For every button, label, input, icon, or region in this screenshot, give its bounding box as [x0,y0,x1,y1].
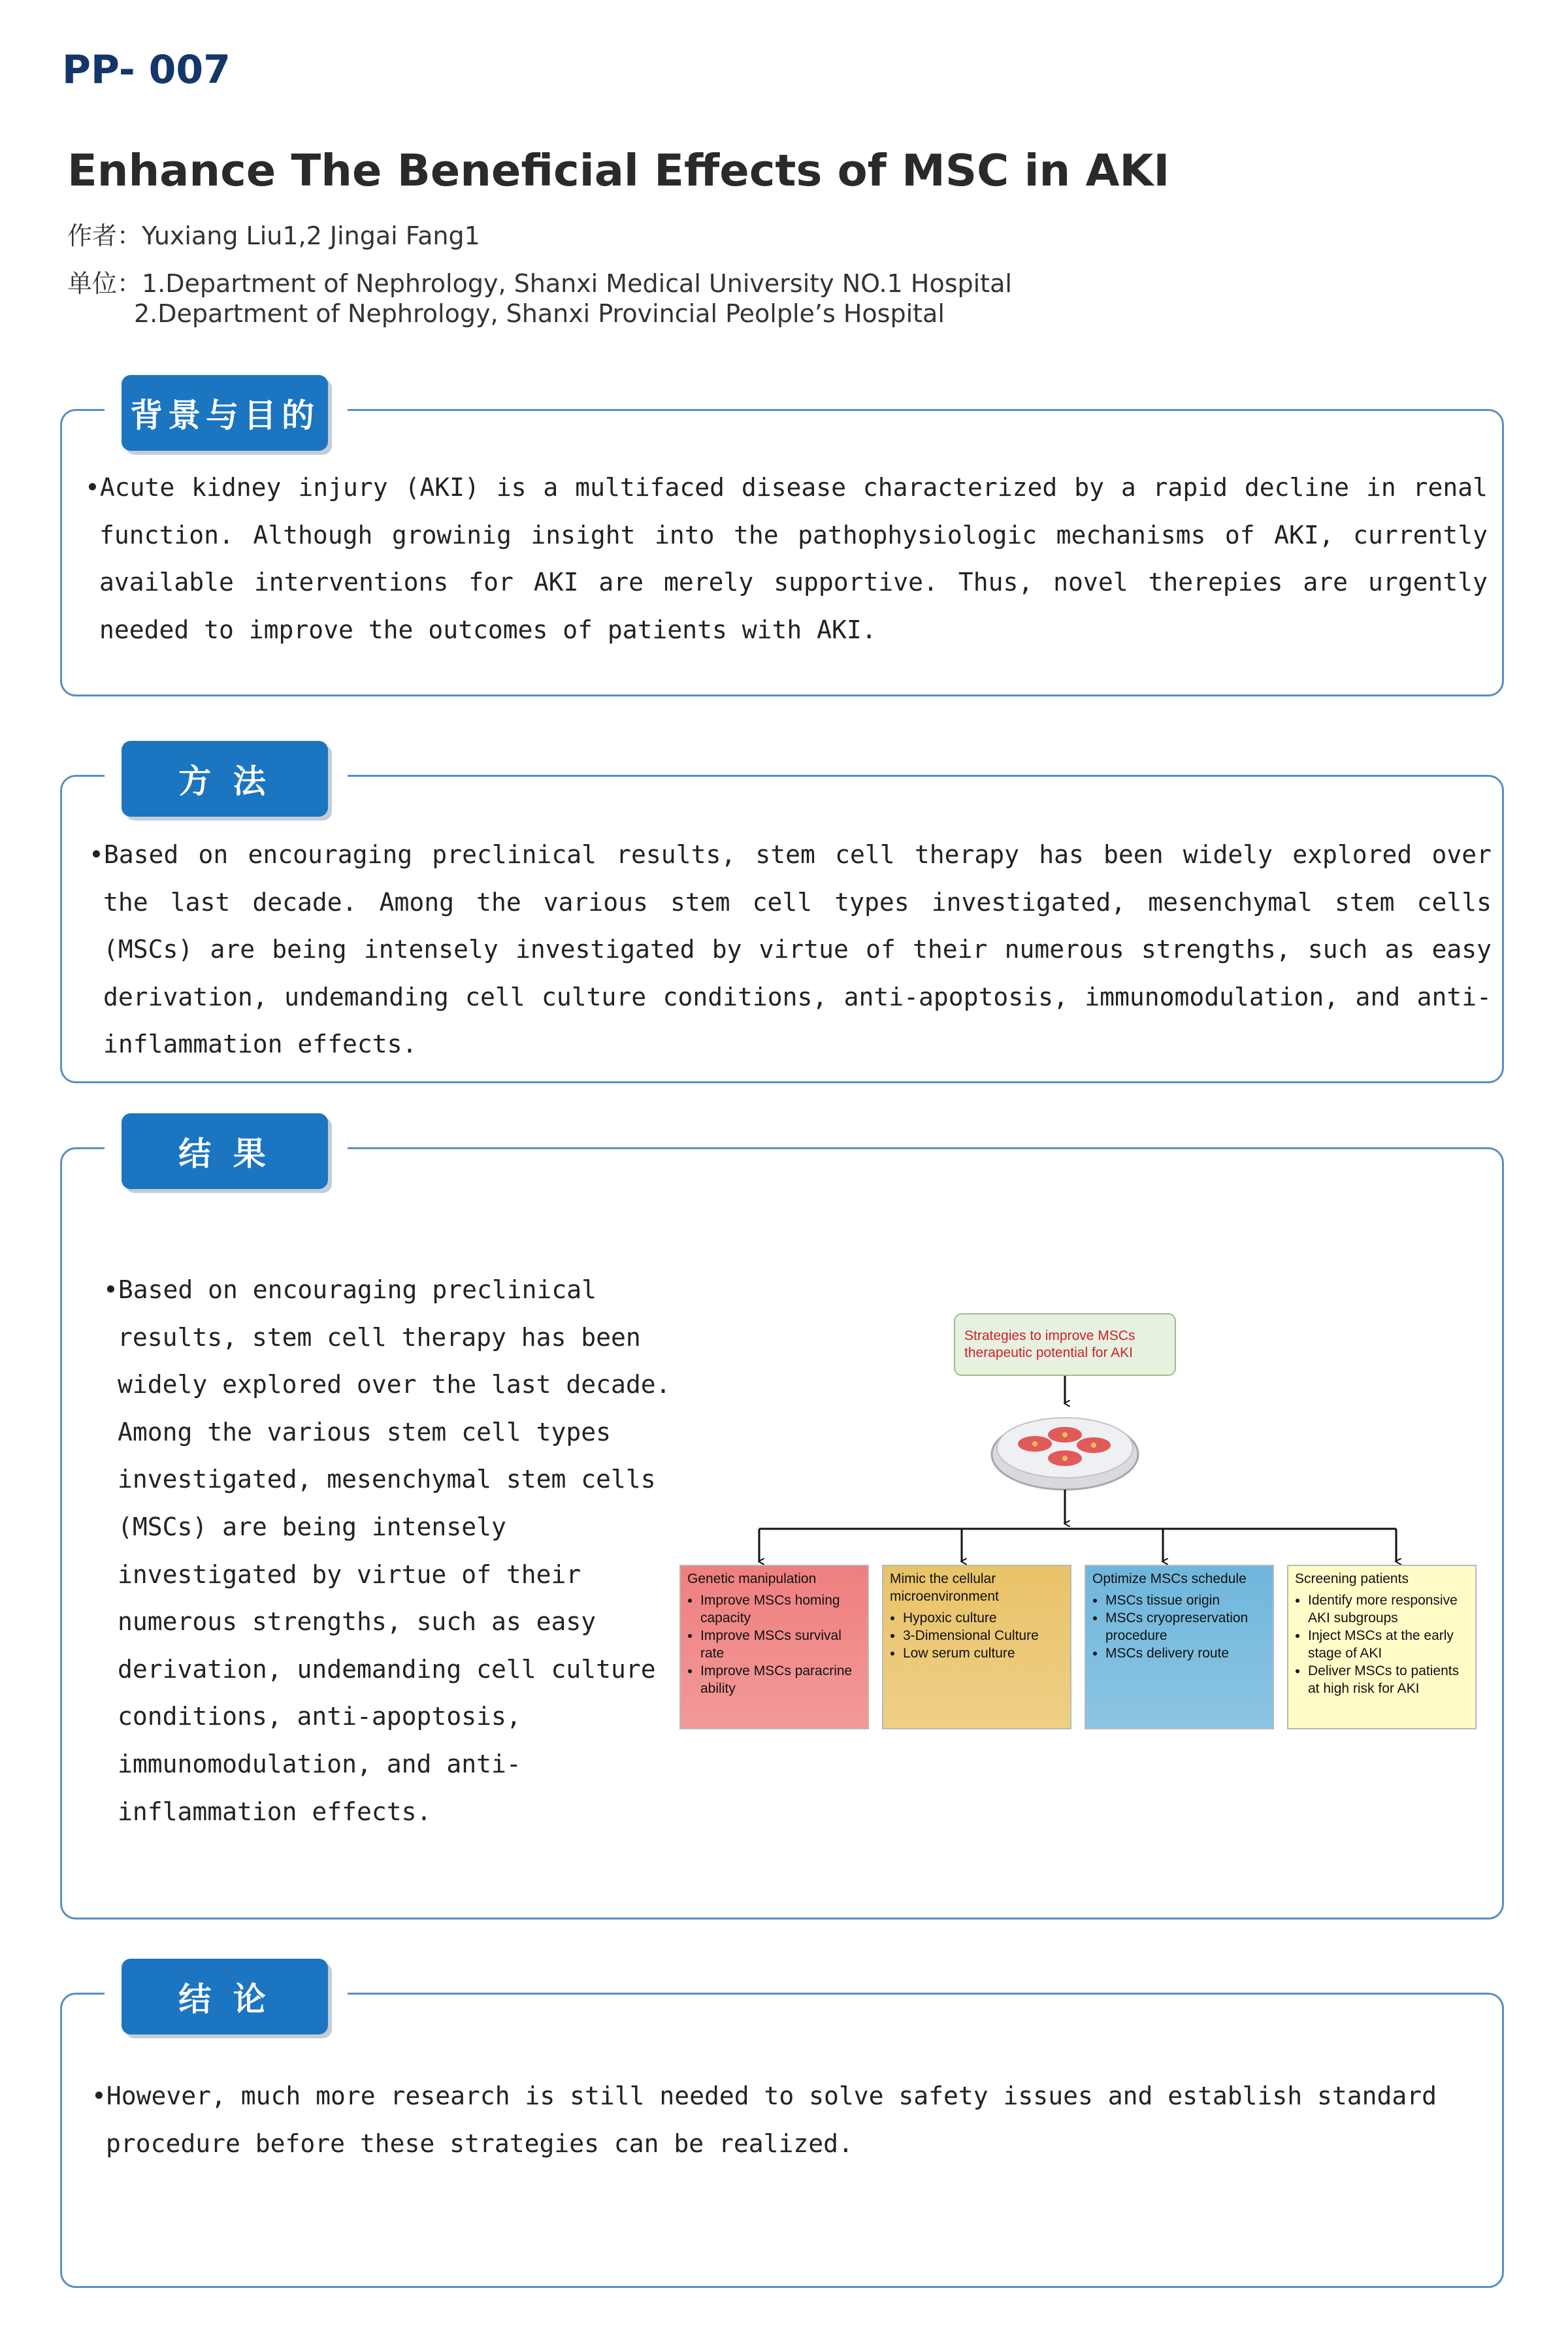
column-title: Genetic manipulation [687,1571,817,1586]
conclusion-tab: 结 论 [122,1959,328,2034]
list-item: • Low serum culture [903,1644,1064,1662]
column-schedule [1085,1565,1274,1729]
poster-id: PP- 007 [62,47,231,93]
list-item: • 3-Dimensional Culture [903,1627,1064,1644]
list-item: • Improve MSCs survival rate [700,1627,861,1662]
conclusion-text: •However, much more research is still needed to solve safety issues and establish standard procedure before these strategies can be realized. [91,2082,1437,2158]
column-title: Optimize MSCs schedule [1092,1571,1247,1586]
column-screening-patients [1287,1565,1477,1729]
list-item: • Identify more responsive AKI subgroups [1308,1592,1469,1627]
background-tab: 背景与目的 [122,375,328,451]
column-microenvironment [882,1565,1071,1729]
authors: 作者：Yuxiang Liu1,2 Jingai Fang1 [67,221,480,250]
affiliation-1: 单位：1.Department of Nephrology, Shanxi Medical University NO.1 Hospital [67,269,1012,298]
column-title: Screening patients [1295,1571,1409,1586]
list-item: • Inject MSCs at the early stage of AKI [1308,1627,1469,1662]
methods-text: •Based on encouraging preclinical results, stem cell therapy has been widely explored over the last decade. Among the various stem cell types investigated, mesenchymal stem cells (MSCs) are being intensely investigated by virtue of their numerous strengths, such as easy derivation, undemanding cell culture conditions, anti-apoptosis, immunomodulation, and anti-inflammation effects. [89,840,1492,1059]
list-item: • Hypoxic culture [903,1609,1064,1627]
list-item: • Deliver MSCs to patients at high risk for AKI [1308,1662,1469,1697]
diagram-top-box: Strategies to improve MSCs therapeutic potential for AKI [954,1313,1176,1376]
strategy-diagram [679,1313,1483,1738]
results-text: •Based on encouraging preclinical results, stem cell therapy has been widely explored over the last decade. Among the various stem cell types investigated, mesenchymal stem cells (MSCs) are being intensely investigated by virtue of their numerous strengths, such as easy derivation, undemanding cell culture conditions, anti-apoptosis, immunomodulation, and anti-inflammation effects. [103,1275,671,1826]
poster-title: Enhance The Beneficial Effects of MSC in AKI [67,145,1170,196]
list-item: • MSCs delivery route [1105,1644,1266,1662]
list-item: • Improve MSCs paracrine ability [700,1662,861,1697]
affiliation-2: 2.Department of Nephrology, Shanxi Provincial Peolple’s Hospital [134,299,945,328]
list-item: • Improve MSCs homing capacity [700,1592,861,1627]
petri-dish-icon [992,1418,1138,1490]
list-item: • MSCs cryopreservation procedure [1105,1609,1266,1644]
list-item: • MSCs tissue origin [1105,1592,1266,1609]
background-text: •Acute kidney injury (AKI) is a multifaced disease characterized by a rapid decline in renal function. Although growinig insight into the pathophysiologic mechanisms of AKI, currently available interventions for AKI are merely supportive. Thus, novel therepies are urgently needed to improve the outcomes of patients with AKI. [85,473,1488,644]
column-title: Mimic the cellular microenvironment [890,1571,999,1604]
results-tab: 结 果 [122,1113,328,1189]
column-genetic-manipulation [679,1565,869,1729]
methods-tab: 方 法 [122,741,328,817]
